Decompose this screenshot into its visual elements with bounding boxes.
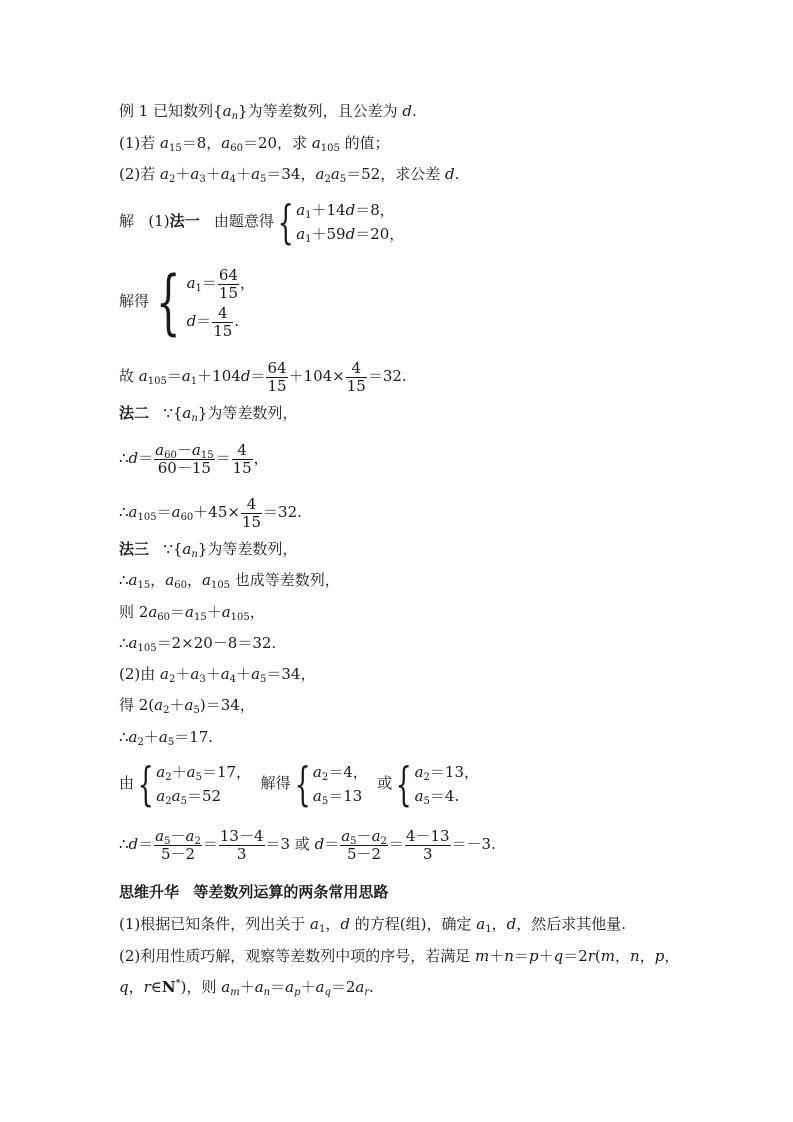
question-1: (1)若 $a_{15}=8$，$a_{60}=20$，求 $a_{105}$ 的值； — [119, 134, 390, 154]
method2-result: $\therefore a_{105}=a_{60}+45\times$ $\frac{4}{15}$ ＝32. — [119, 494, 302, 531]
part2-line1: (2)由 $a_2+a_3+a_4+a_5=34$， — [119, 665, 316, 685]
method3-line1: $\therefore a_{15}$，$a_{60}$，$a_{105}$ 也成等差数列， — [119, 571, 340, 591]
summary-heading: 思维升华 等差数列运算的两条常用思路 — [119, 883, 389, 901]
question-2: (2)若 $a_2+a_3+a_4+a_5=34$，$a_2a_5=52$，求公差 d. — [119, 165, 460, 185]
example-title: 例 1 已知数列$\{a_n\}$为等差数列，且公差为 d. — [119, 102, 417, 122]
method2-d: ∴d＝ $\frac{a_{60}-a_{15}}{60-15}$ ＝ $\frac{4}{15}$ ， — [119, 440, 269, 477]
part2-result: ∴d＝ $\frac{a_5-a_2}{5-2}$ ＝ $\frac{13-4}{3}$ ＝3 或 d＝ $\frac{a_5-a_2}{5-2}$ ＝ $\frac{4-13}{3}$ ＝－3. — [119, 826, 496, 863]
solution-method1: 解 (1)法一 由题意得{ $a_1+14d=8$， $a_1+59d=20$， — [119, 195, 405, 249]
a105-line: 故 $a_{105}=a_1+104d=$ $\frac{64}{15}$ ＋104× $\frac{4}{15}$ ＝32. — [119, 358, 407, 395]
part2-line2: 得 $2(a_2+a_5)=34$， — [119, 696, 255, 716]
summary-point1: (1)根据已知条件，列出关于 $a_1$，d 的方程(组)，确定 $a_1$，d，然后求其他量. — [119, 915, 626, 935]
method3-line3: $\therefore a_{105}=2\times 20-8=32$. — [119, 634, 277, 654]
part2-line3: $\therefore a_2+a_5=17$. — [119, 728, 214, 748]
result-system-1: 解得 { $a_1=$ $\frac{64}{15}$ ， d＝ $\frac{4}{15}$ . — [119, 261, 256, 343]
method3-line2: 则 $2a_{60}=a_{15}+a_{105}$， — [119, 603, 265, 623]
method3-intro: 法三 $\because\{a_n\}$为等差数列， — [119, 540, 298, 560]
summary-point2-line1: (2)利用性质巧解，观察等差数列中项的序号，若满足 m＋n＝p＋q＝2r(m，n，p， — [119, 947, 680, 965]
summary-point2-line2: q，r∈N*)，则 $a_m+a_n=a_p+a_q=2a_r$. — [119, 978, 374, 998]
method2-intro: 法二 $\because\{a_n\}$为等差数列， — [119, 404, 298, 424]
part2-systems: 由{ $a_2+a_5=17$， $a_2a_5=52$ 解得{ $a_2=4$， $a_5=13$ 或{ $a_2=13$， $a_5=4$. — [119, 757, 480, 811]
